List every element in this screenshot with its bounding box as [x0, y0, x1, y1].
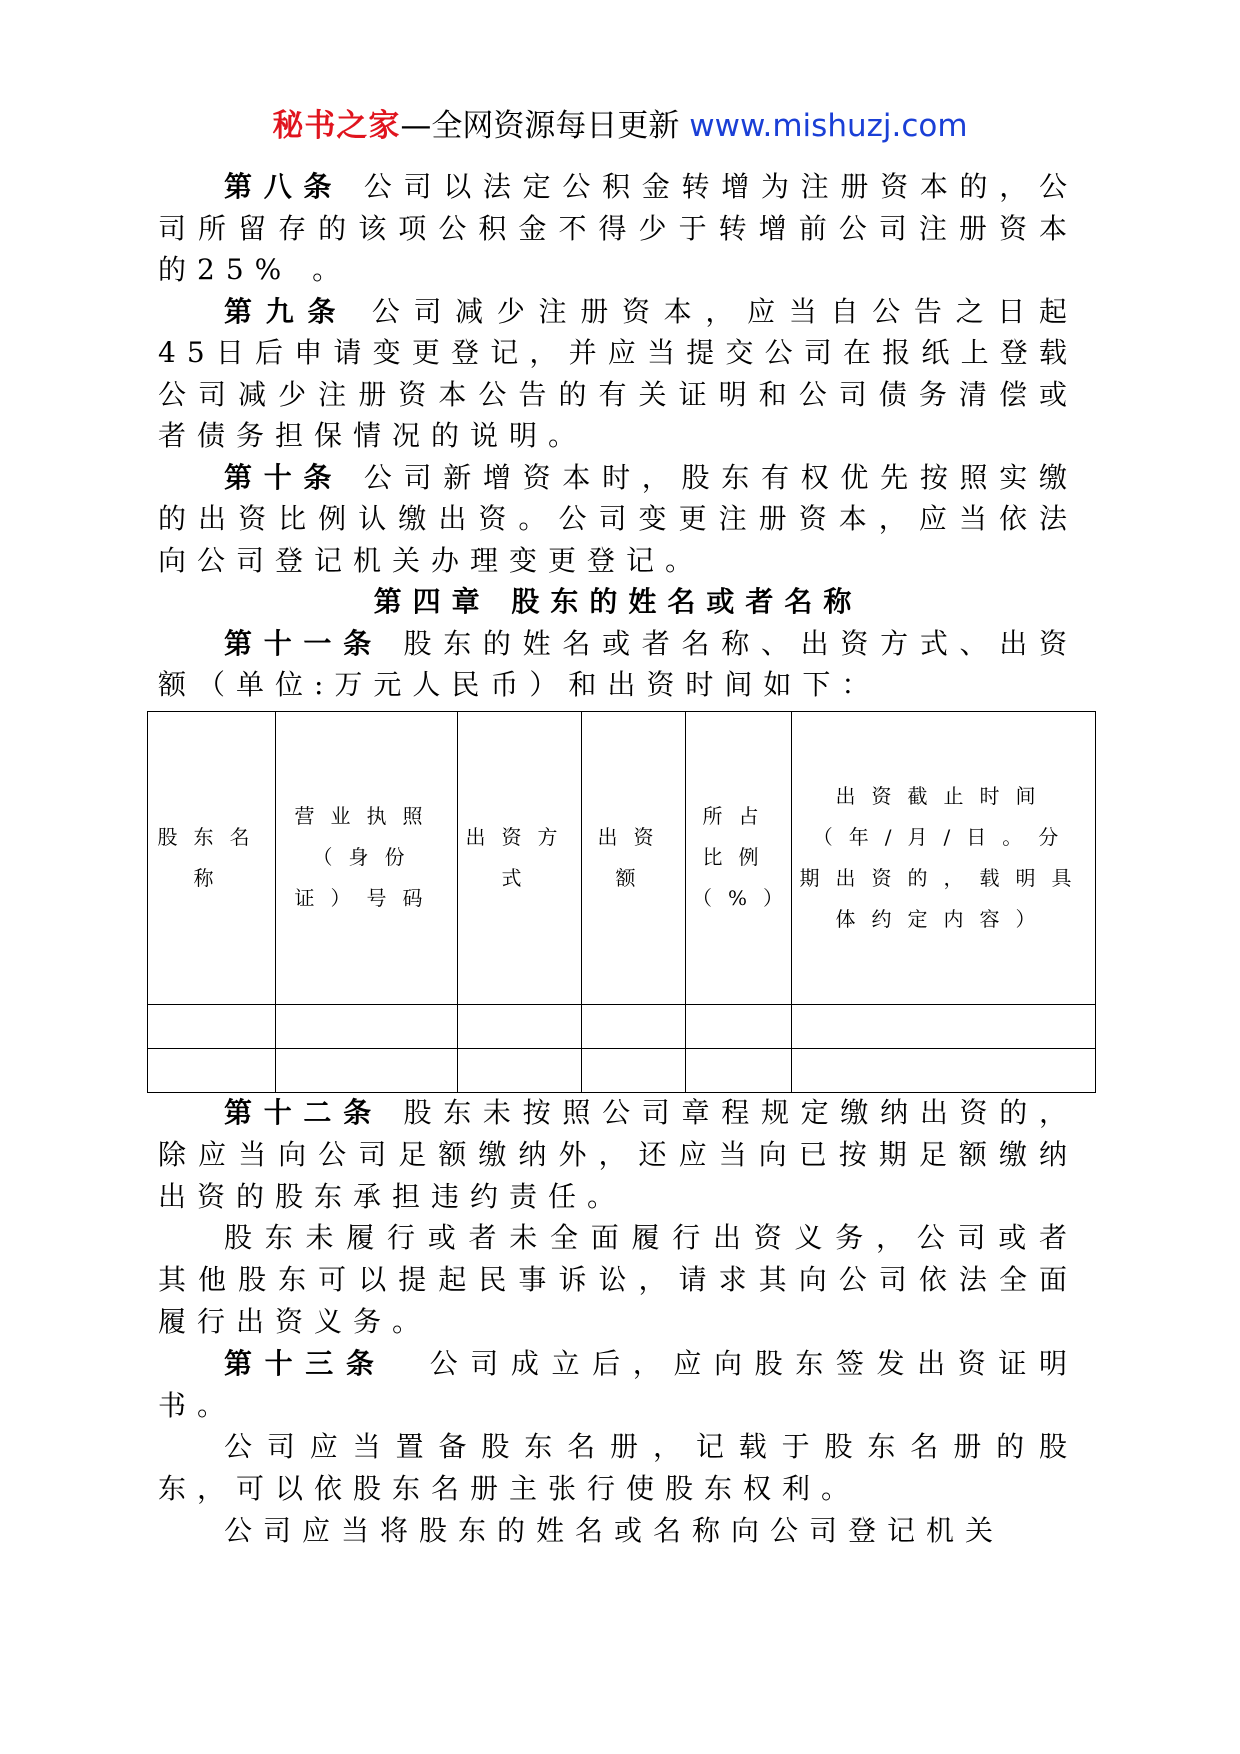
article-text: 股东未履行或者未全面履行出资义务，公司或者其他股东可以提起民事诉讼，请求其向公司依法全面履行出资义务。	[158, 1221, 1078, 1338]
article-number: 第十三条	[224, 1346, 387, 1380]
article-8	[158, 166, 1078, 291]
article-12-paragraph-2	[158, 1217, 1078, 1342]
table-cell	[148, 1004, 276, 1048]
article-11	[158, 623, 1078, 706]
article-text: 公司成立后，应向股东签发出资证明书。	[158, 1346, 1078, 1422]
header-brand: 秘书之家	[272, 108, 401, 144]
table-cell	[276, 1048, 458, 1092]
header-license-id-number: 营业执照（身份证）号码	[276, 712, 458, 1005]
table-cell	[148, 1048, 276, 1092]
article-13	[158, 1343, 1078, 1427]
table-cell	[792, 1004, 1096, 1048]
article-number: 第十二条	[224, 1096, 383, 1129]
article-number: 第十条	[224, 460, 344, 494]
article-text: 公司应当置备股东名册，记载于股东名册的股东，可以依股东名册主张行使股东权利。	[158, 1430, 1078, 1506]
header-slogan: —全网资源每日更新	[400, 108, 680, 144]
article-text: 股东未按照公司章程规定缴纳出资的，除应当向公司足额缴纳外，还应当向已按期足额缴纳出资的股东承担违约责任。	[158, 1096, 1078, 1213]
article-text: 公司减少注册资本，应当自公告之日起45日后申请变更登记，并应当提交公司在报纸上登载公司减少注册资本公告的有关证明和公司债务清偿或者债务担保情况的说明。	[158, 294, 1078, 452]
table-cell	[792, 1048, 1096, 1092]
article-text: 股东的姓名或者名称、出资方式、出资额（单位:万元人民币）和出资时间如下：	[158, 626, 1078, 701]
table-header-row	[148, 712, 1096, 1005]
page-header	[0, 100, 1240, 145]
article-9	[158, 291, 1078, 457]
article-text: 公司以法定公积金转增为注册资本的，公司所留存的该项公积金不得少于转增前公司注册资本的25% 。	[158, 170, 1078, 286]
table-row	[148, 1004, 1096, 1048]
header-contribution-amount: 出资额	[582, 712, 686, 1005]
table-cell	[458, 1048, 582, 1092]
article-10	[158, 457, 1078, 582]
table-cell	[582, 1048, 686, 1092]
header-contribution-method: 出资方式	[458, 712, 582, 1005]
table-cell	[276, 1004, 458, 1048]
table-cell	[686, 1004, 792, 1048]
header-contribution-deadline: 出资截止时间（年/月/日。分期出资的，载明具体约定内容）	[792, 712, 1096, 1005]
chapter-title: 第四章 股东的姓名或者名称	[373, 585, 863, 618]
header-shareholder-name: 股东名称	[148, 712, 276, 1005]
table-cell	[582, 1004, 686, 1048]
article-number: 第九条	[224, 294, 350, 328]
table-row	[148, 1048, 1096, 1092]
table-cell	[458, 1004, 582, 1048]
article-13-paragraph-2	[158, 1426, 1078, 1510]
article-13-paragraph-3	[158, 1510, 1078, 1552]
article-12	[158, 1092, 1078, 1217]
article-number: 第十一条	[224, 626, 383, 660]
document-body-bottom	[158, 1092, 1078, 1552]
header-url-link[interactable]: www.mishuzj.com	[689, 108, 968, 144]
article-text: 公司应当将股东的姓名或名称向公司登记机关	[224, 1513, 1005, 1547]
article-number: 第八条	[224, 170, 344, 203]
header-share-percentage: 所占比例（%）	[686, 712, 792, 1005]
table-cell	[686, 1048, 792, 1092]
shareholder-contribution-table	[147, 711, 1096, 1093]
article-text: 公司新增资本时，股东有权优先按照实缴的出资比例认缴出资。公司变更注册资本，应当依法向公司登记机关办理变更登记。	[158, 460, 1078, 577]
document-body-top	[158, 166, 1078, 706]
